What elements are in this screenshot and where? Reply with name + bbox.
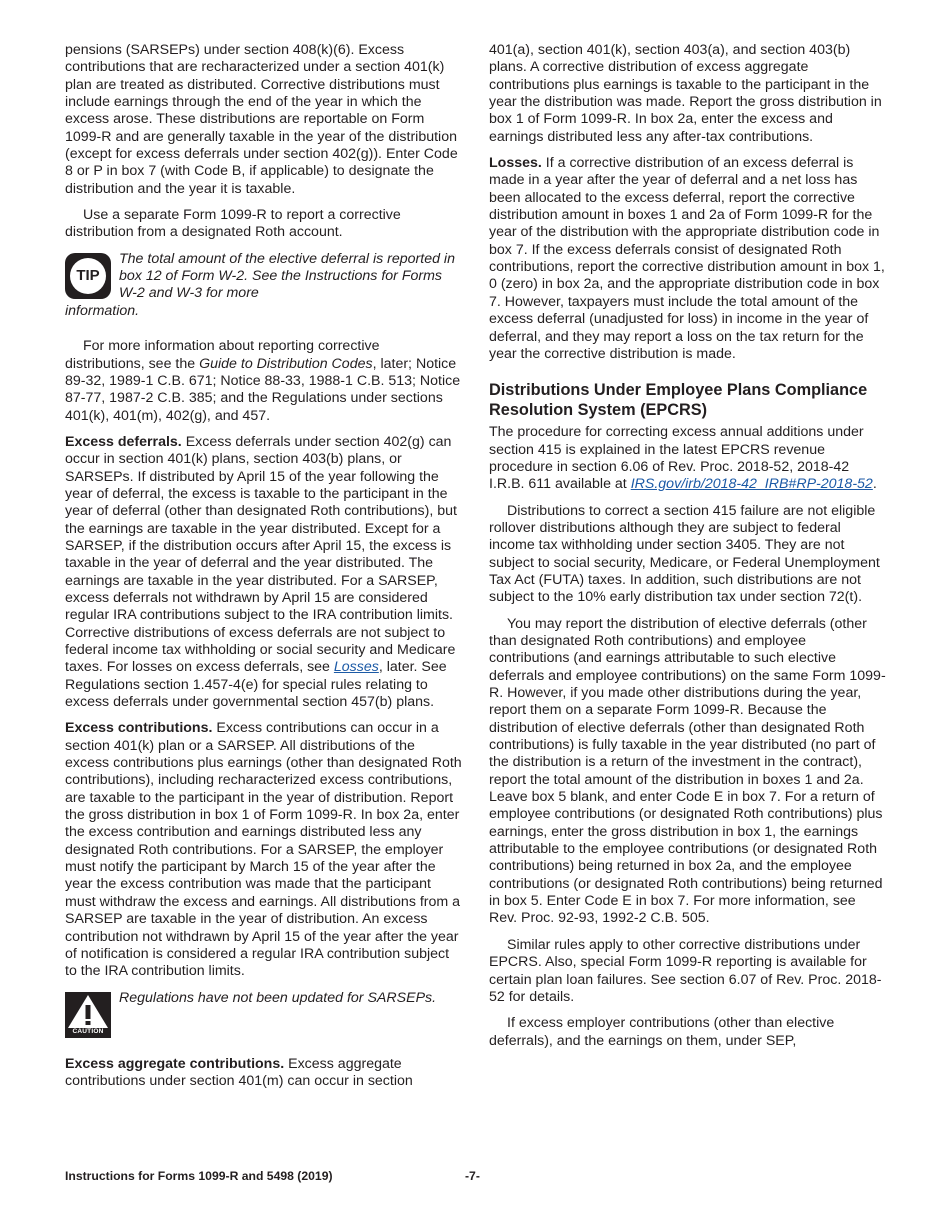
paragraph-elective-deferrals: You may report the distribution of elective deferrals (other than designated Roth contributions) and employee contributions (and earnings attributable to such elective deferrals and employee contributions) on the same Form 1099-R. However, if you made other distributions during the year, report them on a separate Form 1099-R. Because the distribution of elective deferrals (other than designated Roth contributions) is fully taxable in the year distributed (no part of the distribution is a return of the investment in the contract), report the total amount of the distribution in boxes 1 and 2a. Leave box 5 blank, and enter Code E in box 7. For a return of employee contributions (or designated Roth contributions) plus earnings, enter the gross distribution in box 1, the earnings attributable to the employee contributions (or designated Roth contributions) being returned in box 2a, and the employee contributions (or designated Roth contributions) being returned in box 5. Enter Code E in box 7. For more information, see Rev. Proc. 92-93, 1992-2 C.B. 505.: [489, 615, 886, 927]
paragraph-excess-aggregate: Excess aggregate contributions. Excess aggregate contributions under section 401(m) can occur in section: [65, 1055, 413, 1089]
excess-aggregate-heading: Excess aggregate contributions.: [65, 1055, 285, 1072]
tip-text-tail: information.: [65, 302, 140, 319]
paragraph-epcrs-procedure: The procedure for correcting excess annual additions under section 415 is explained in the latest EPCRS revenue procedure in section 6.06 of Rev. Proc. 2018-52, 2018-42 I.R.B. 611 available at IRS.gov/irb/2018-42_IRB#RP-2018-52.: [489, 424, 877, 493]
left-column: [65, 42, 462, 1099]
paragraph-roth-separate-form: Use a separate Form 1099-R to report a corrective distribution from a designated Roth account.: [65, 207, 401, 241]
epcrs-heading: Distributions Under Employee Plans Compliance Resolution System (EPCRS): [489, 381, 868, 419]
caution-icon: CAUTION: [65, 992, 111, 1038]
page-footer: [65, 1169, 887, 1183]
paragraph-sarsep-corrective: pensions (SARSEPs) under section 408(k)(6). Excess contributions that are recharacterized under a section 401(k) plan are treated as distributed. Corrective distributions must include earnings through the end of the year in which the excess arose. These distributions are reportable on Form 1099-R and are generally taxable in the year of the distribution (except for excess deferrals under section 402(g)). Enter Code 8 or P in box 7 (with Code B, if applicable) to designate the distribution and the year it is taxable.: [65, 42, 458, 197]
excess-deferrals-heading: Excess deferrals.: [65, 433, 182, 450]
losses-link[interactable]: Losses: [333, 659, 379, 676]
excess-contributions-heading: Excess contributions.: [65, 720, 213, 737]
tip-icon: TIP: [65, 253, 111, 299]
paragraph-excess-deferrals: Excess deferrals. Excess deferrals under section 402(g) can occur in section 401(k) plans, section 403(b) plans, or SARSEPs. If distributed by April 15 of the year following the year of deferral, the excess is taxable to the participant in the year of deferral (other than designated Roth contributions), but the earnings are taxable in the year distributed. Except for a SARSEP, if the distribution occurs after April 15, the excess is taxable in the year of deferral and the year distributed. The earnings are taxable in the year distributed. For a SARSEP, excess deferrals not withdrawn by April 15 are considered regular IRA contributions subject to the IRA contribution limits. Corrective distributions of excess deferrals are not subject to federal income tax withholding or social security and Medicare taxes. For losses on excess deferrals, see Losses, later. See Regulations section 1.457-4(e) for special rules relating to excess deferrals under governmental section 457(b) plans.: [65, 433, 457, 711]
warning-triangle-icon: [65, 992, 111, 1030]
tip-text: The total amount of the elective deferral is reported in box 12 of Form W-2. See the Instructions for Forms W-2 and W-3 for more: [119, 250, 455, 302]
losses-heading: Losses.: [489, 155, 542, 172]
paragraph-losses: Losses. If a corrective distribution of an excess deferral is made in a year after the year of deferral and a net loss has been allocated to the excess deferral, report the corrective distribution amount in boxes 1 and 2a of Form 1099-R for the year of the distribution with the appropriate distribution code in box 7. If the excess deferrals consist of designated Roth contributions, report the corrective distribution amount in box 1, 0 (zero) in box 2a, and the appropriate distribution code in box 7. However, taxpayers must include the total amount of the excess deferral (unadjusted for loss) in income in the year of deferral, and they may report a loss on the tax return for the year the corrective distribution is made.: [489, 155, 885, 362]
tip-note: [65, 251, 462, 320]
paragraph-similar-rules: Similar rules apply to other corrective distributions under EPCRS. Also, special Form 1099-R reporting is available for certain plan loan failures. See section 6.07 of Rev. Proc. 2018-52 for details.: [489, 936, 882, 1005]
paragraph-excess-employer: If excess employer contributions (other than elective deferrals), and the earnings on them, under SEP,: [489, 1015, 835, 1049]
irs-irb-link[interactable]: IRS.gov/irb/2018-42_IRB#RP-2018-52: [630, 476, 873, 493]
paragraph-more-info: For more information about reporting corrective distributions, see the Guide to Distribution Codes, later; Notice 89-32, 1989-1 C.B. 671; Notice 88-33, 1988-1 C.B. 513; Notice 87-77, 1987-2 C.B. 385; and the Regulations under sections 401(k), 401(m), 402(g), and 457.: [65, 338, 461, 424]
caution-note: [65, 990, 462, 1038]
footer-title: Instructions for Forms 1099-R and 5498 (2019): [65, 1169, 333, 1183]
paragraph-aggregate-continued: 401(a), section 401(k), section 403(a), and section 403(b) plans. A corrective distribution of excess aggregate contributions plus earnings is taxable to the participant in the year the distribution was made. Report the gross distribution in box 1 of Form 1099-R. In box 2a, enter the excess and earnings distributed less any after-tax contributions.: [489, 42, 882, 145]
caution-text: Regulations have not been updated for SARSEPs.: [119, 989, 437, 1006]
right-column: [489, 42, 887, 1059]
page-number: -7-: [465, 1169, 480, 1183]
paragraph-section-415: Distributions to correct a section 415 failure are not eligible rollover distributions although they are subject to federal income tax withholding under section 3405. They are not subject to social security, Medicare, or Federal Unemployment Tax Act (FUTA) taxes. In addition, such distributions are not subject to the 10% early distribution tax under section 72(t).: [489, 502, 880, 606]
paragraph-excess-contributions: Excess contributions. Excess contributions can occur in a section 401(k) plan or a SARSEP. All distributions of the excess contributions plus earnings (other than designated Roth contributions), including recharacterized excess contributions, are taxable to the participant in the year of distribution. Report the gross distribution in box 1 of Form 1099-R. In box 2a, enter the excess contribution and earnings distributed less any designated Roth contributions. For a SARSEP, the employer must notify the participant by March 15 of the year after the year the excess contribution was made that the participant must withdraw the excess and earnings. All distributions from a SARSEP are taxable in the year of distribution. An excess contribution not withdrawn by April 15 of the year after the year of notification is considered a regular IRA contribution subject to the IRA contribution limits.: [65, 720, 462, 980]
